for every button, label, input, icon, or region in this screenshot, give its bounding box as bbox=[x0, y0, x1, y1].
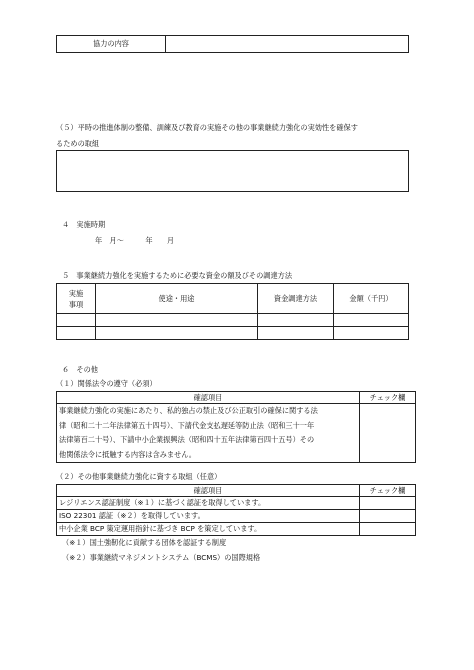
col-check: チェック欄 bbox=[360, 392, 416, 404]
cell-method[interactable] bbox=[258, 314, 334, 327]
col-check-item: 確認項目 bbox=[57, 485, 360, 497]
cell-method[interactable] bbox=[258, 327, 334, 340]
bcp-check-cell[interactable] bbox=[360, 523, 416, 536]
cell-item-no[interactable] bbox=[57, 327, 96, 340]
col-check-item: 確認項目 bbox=[57, 392, 360, 404]
cooperation-table bbox=[56, 35, 409, 53]
cell-usage[interactable] bbox=[96, 327, 258, 340]
cooperation-value[interactable] bbox=[166, 36, 409, 53]
section6-heading: ６ その他 bbox=[62, 365, 98, 374]
note-1: （※１）国土強靭化に貢献する団体を認証する制度 bbox=[62, 538, 227, 547]
funding-table bbox=[56, 283, 409, 340]
iso-check-cell[interactable] bbox=[360, 510, 416, 523]
col-amount: 金額（千円） bbox=[334, 284, 409, 314]
col-funding-method: 資金調達方法 bbox=[258, 284, 334, 314]
note-2: （※２）事業継続マネジメントシステム（BCMS）の国際規格 bbox=[62, 553, 261, 562]
other-initiatives-heading: （２）その他事業継続力強化に資する取組（任意） bbox=[56, 472, 222, 481]
table-row bbox=[57, 510, 416, 523]
cell-amount[interactable] bbox=[334, 327, 409, 340]
section4-heading: ４ 実施時期 bbox=[62, 220, 106, 229]
cell-usage[interactable] bbox=[96, 314, 258, 327]
resilience-cert-text: レジリエンス認証制度（※１）に基づく認証を取得しています。 bbox=[57, 497, 360, 510]
legal-compliance-heading: （１）関係法令の遵守（必須） bbox=[56, 379, 157, 388]
funding-heading: ５ 事業継続力強化を実施するために必要な資金の額及びその調達方法 bbox=[62, 271, 293, 280]
cell-amount[interactable] bbox=[334, 314, 409, 327]
compliance-text: 事業継続力強化の実施にあたり、私的独占の禁止及び公正取引の確保に関する法 律（昭和二十二年法律第五十四号）、下請代金支払遅延等防止法（昭和三十一年 法律第百二十号）、下請中小企業振興法（昭和四十五年法律第百四十五号）その 他関係法令に抵触する内容は含みません。 bbox=[57, 404, 360, 463]
col-usage: 使途・用途 bbox=[96, 284, 258, 314]
cooperation-label: 協力の内容 bbox=[57, 36, 166, 53]
resilience-check-cell[interactable] bbox=[360, 497, 416, 510]
table-row bbox=[57, 523, 416, 536]
compliance-check-cell[interactable] bbox=[360, 404, 416, 463]
table-row bbox=[57, 404, 416, 463]
table-row bbox=[57, 314, 409, 327]
table-row bbox=[57, 497, 416, 510]
legal-compliance-table bbox=[56, 391, 416, 463]
section5-line2: るための取組 bbox=[56, 139, 100, 148]
section5-input-box[interactable] bbox=[56, 150, 409, 192]
cell-item-no[interactable] bbox=[57, 314, 96, 327]
table-row bbox=[57, 327, 409, 340]
iso-cert-text: ISO 22301 認証（※２）を取得しています。 bbox=[57, 510, 360, 523]
col-item-no: 実施 事項 bbox=[57, 284, 96, 314]
bcp-text: 中小企業 BCP 策定運用指針に基づき BCP を策定しています。 bbox=[57, 523, 360, 536]
section5-line1: （５）平時の推進体制の整備、訓練及び教育の実施その他の事業継続力強化の実効性を確保す bbox=[56, 123, 358, 132]
other-initiatives-table bbox=[56, 484, 416, 536]
implementation-period: 年 月～ 年 月 bbox=[95, 236, 175, 245]
col-check: チェック欄 bbox=[360, 485, 416, 497]
